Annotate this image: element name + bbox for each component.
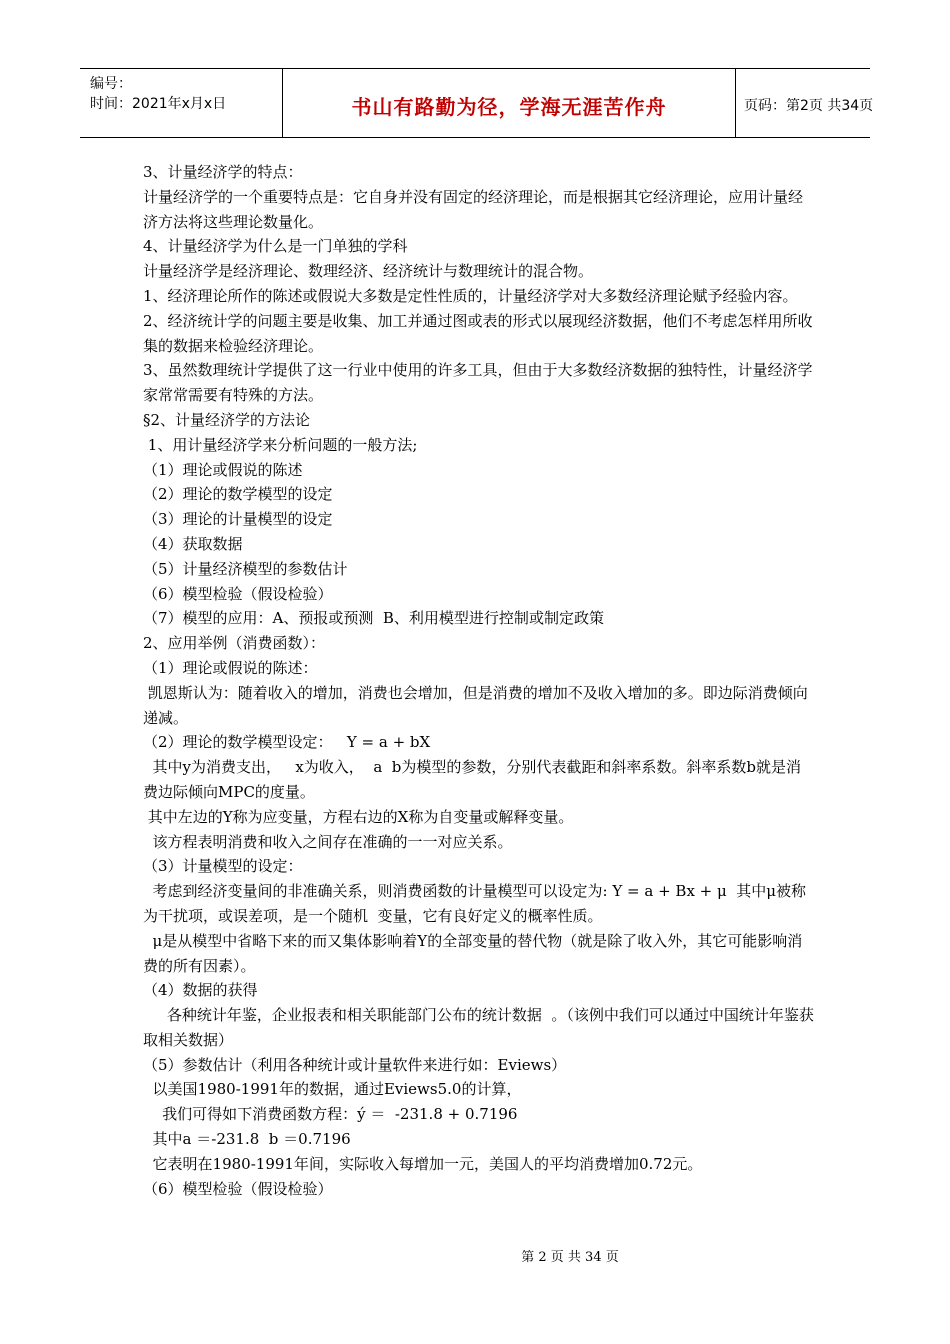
header-motto-cell: [283, 69, 736, 137]
list-item: （6）模型检验（假设检验）: [143, 1179, 333, 1198]
list-item: （1）理论或假说的陈述：: [143, 658, 318, 677]
paragraph: 2、应用举例（消费函数）：: [143, 634, 326, 653]
paragraph: 计量经济学的一个重要特点是：它自身并没有固定的经济理论，而是根据其它经济理论，应用计量经济方法将这些理论数量化。: [143, 187, 804, 231]
list-item: （3）计量模型的设定：: [143, 857, 303, 876]
list-item: （1）理论或假说的陈述: [143, 460, 303, 479]
paragraph: 它表明在1980-1991年间，实际收入每增加一元，美国人的平均消费增加0.72元。: [143, 1154, 703, 1173]
header-motto: 书山有路勤为径，学海无涯苦作舟: [351, 95, 667, 119]
page-footer: [0, 1246, 950, 1265]
list-item: （2）理论的数学模型的设定: [143, 485, 333, 504]
list-item: （6）模型检验（假设检验）: [143, 584, 333, 603]
equation-line: 我们可得如下消费函数方程：ý ＝ -231.8 + 0.7196: [143, 1105, 518, 1124]
document-date: 时间：2021年x月x日: [90, 96, 227, 112]
list-item: （5）参数估计（利用各种统计或计量软件来进行如：Eviews）: [143, 1055, 567, 1074]
paragraph: 该方程表明消费和收入之间存在准确的一一对应关系。: [143, 832, 513, 851]
paragraph: 凯恩斯认为：随着收入的增加，消费也会增加，但是消费的增加不及收入增加的多。即边际消费倾向递减。: [143, 683, 808, 727]
document-body: [143, 160, 815, 1201]
paragraph: 考虑到经济变量间的非准确关系，则消费函数的计量模型可以设定为: Y = a + Bx + μ 其中μ被称为干扰项，或误差项，是一个随机 变量，它有良好定义的概率性质。: [143, 882, 807, 925]
list-item: （5）计量经济模型的参数估计: [143, 559, 348, 578]
paragraph: 1、经济理论所作的陈述或假说大多数是定性性质的，计量经济学对大多数经济理论赋予经验内容。: [143, 286, 798, 305]
list-item: （4）获取数据: [143, 534, 243, 553]
header-page-cell: [736, 69, 874, 137]
page-header: [80, 68, 874, 138]
paragraph: 其中左边的Y称为应变量，方程右边的X称为自变量或解释变量。: [143, 807, 574, 826]
paragraph: 以美国1980-1991年的数据，通过Eviews5.0的计算，: [143, 1080, 522, 1099]
list-item: （2）理论的数学模型设定： Y = a + bX: [143, 733, 431, 752]
paragraph: 4、计量经济学为什么是一门单独的学科: [143, 237, 408, 256]
paragraph: 各种统计年鉴，企业报表和相关职能部门公布的统计数据 。（该例中我们可以通过中国统计年鉴获取相关数据）: [143, 1006, 814, 1049]
paragraph: 2、经济统计学的问题主要是收集、加工并通过图或表的形式以展现经济数据，他们不考虑怎样用所收集的数据来检验经济理论。: [143, 311, 813, 355]
paragraph: 其中y为消费支出， x为收入， a b为模型的参数，分别代表截距和斜率系数。斜率系数b就是消费边际倾向MPC的度量。: [143, 758, 802, 801]
paragraph: 计量经济学是经济理论、数理经济、经济统计与数理统计的混合物。: [143, 262, 594, 281]
header-meta-cell: [80, 69, 283, 137]
list-item: （4）数据的获得: [143, 981, 258, 1000]
list-item: （7）模型的应用：A、预报或预测 B、利用模型进行控制或制定政策: [143, 609, 604, 628]
paragraph: 3、虽然数理统计学提供了这一行业中使用的许多工具，但由于大多数经济数据的独特性，计量经济学家常常需要有特殊的方法。: [143, 361, 813, 405]
paragraph: 其中a ＝-231.8 b ＝0.7196: [143, 1130, 351, 1149]
document-code-label: 编号：: [90, 76, 132, 92]
section-heading: §2、计量经济学的方法论: [143, 410, 311, 429]
paragraph: μ是从模型中省略下来的而又集体影响着Y的全部变量的替代物（就是除了收入外，其它可能影响消费的所有因素）。: [143, 931, 803, 975]
list-item: （3）理论的计量模型的设定: [143, 510, 333, 529]
header-page-number: 页码：第2页 共34页: [744, 98, 874, 114]
paragraph: 1、用计量经济学来分析问题的一般方法;: [143, 435, 418, 454]
footer-page-number: 第 2 页 共 34 页: [521, 1250, 619, 1265]
paragraph: 3、计量经济学的特点：: [143, 163, 303, 181]
